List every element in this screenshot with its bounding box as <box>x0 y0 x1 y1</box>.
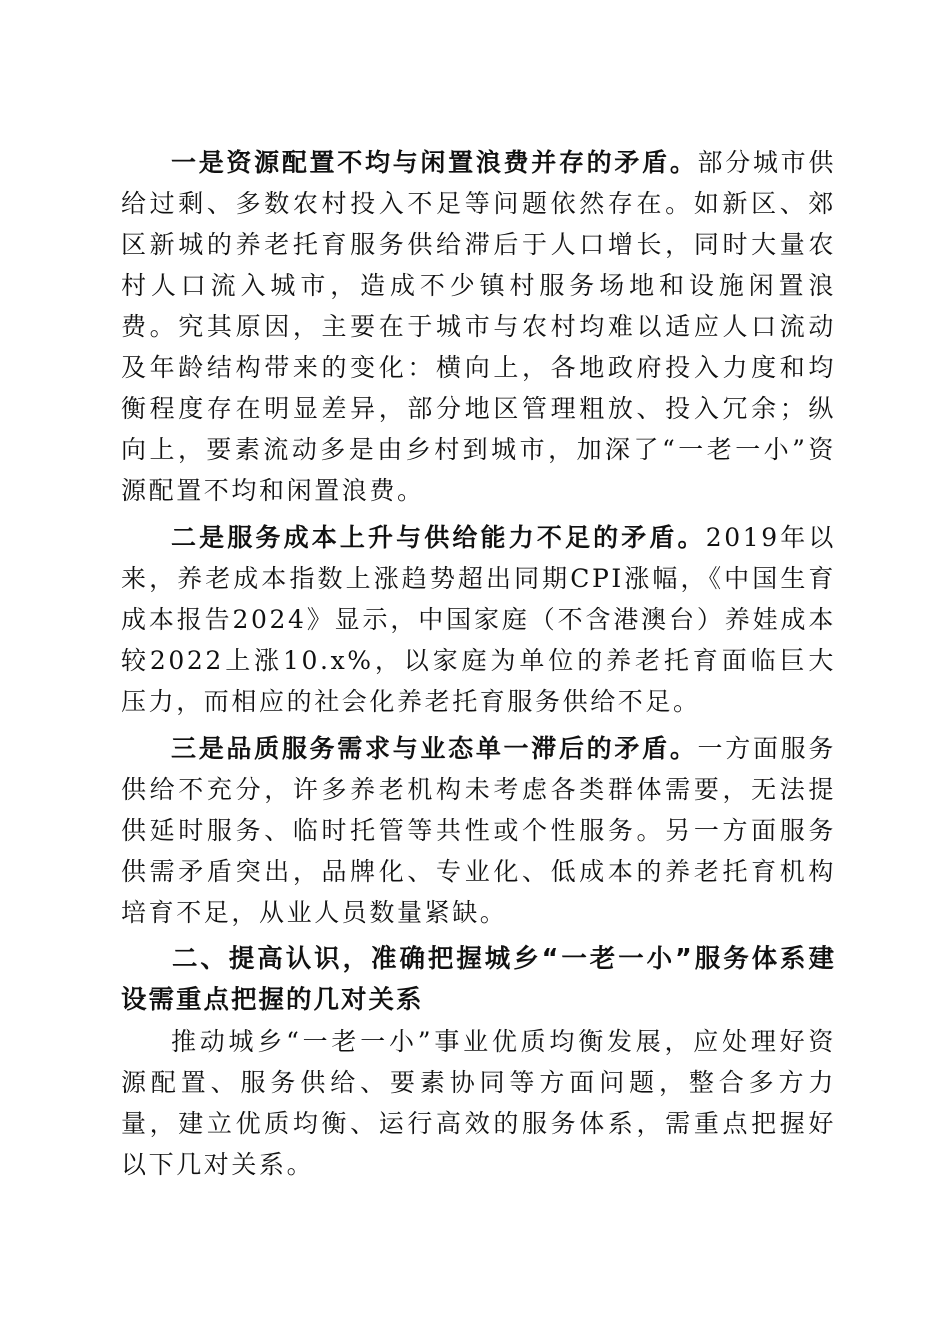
paragraph-body: 部分城市供给过剩、多数农村投入不足等问题依然存在。如新区、郊区新城的养老托育服务供给滞后于人口增长，同时大量农村人口流入城市，造成不少镇村服务场地和设施闲置浪费。究其原因，主要在于城市与农村均难以适应人口流动及年龄结构带来的变化：横向上，各地政府投入力度和均衡程度存在明显差异，部分地区管理粗放、投入冗余；纵向上，要素流动多是由乡村到城市，加深了“一老一小”资源配置不均和闲置浪费。 <box>121 148 836 505</box>
paragraph-cost-supply <box>121 517 836 722</box>
paragraph-lead: 三是品质服务需求与业态单一滞后的矛盾。 <box>171 734 698 763</box>
paragraph-resource-imbalance <box>121 142 836 511</box>
section-heading: 二、提高认识，准确把握城乡“一老一小”服务体系建设需重点把握的几对关系 <box>121 944 836 1015</box>
paragraph-lead: 二是服务成本上升与供给能力不足的矛盾。 <box>171 523 706 552</box>
paragraph-closing: 推动城乡“一老一小”事业优质均衡发展，应处理好资源配置、服务供给、要素协同等方面问题，整合多方力量，建立优质均衡、运行高效的服务体系，需重点把握好以下几对关系。 <box>121 1027 836 1179</box>
paragraph-body: 2019年以来，养老成本指数上涨趋势超出同期CPI涨幅，《中国生育成本报告2024》显示，中国家庭（不含港澳台）养娃成本较2022上涨10.x%，以家庭为单位的养老托育面临巨大压力，而相应的社会化养老托育服务供给不足。 <box>121 523 836 716</box>
document-body <box>121 142 836 1191</box>
paragraph-lead: 一是资源配置不均与闲置浪费并存的矛盾。 <box>171 148 698 177</box>
paragraph-body: 一方面服务供给不充分，许多养老机构未考虑各类群体需要，无法提供延时服务、临时托管等共性或个性服务。另一方面服务供需矛盾突出，品牌化、专业化、低成本的养老托育机构培育不足，从业人员数量紧缺。 <box>121 734 836 927</box>
paragraph-quality-demand <box>121 728 836 933</box>
